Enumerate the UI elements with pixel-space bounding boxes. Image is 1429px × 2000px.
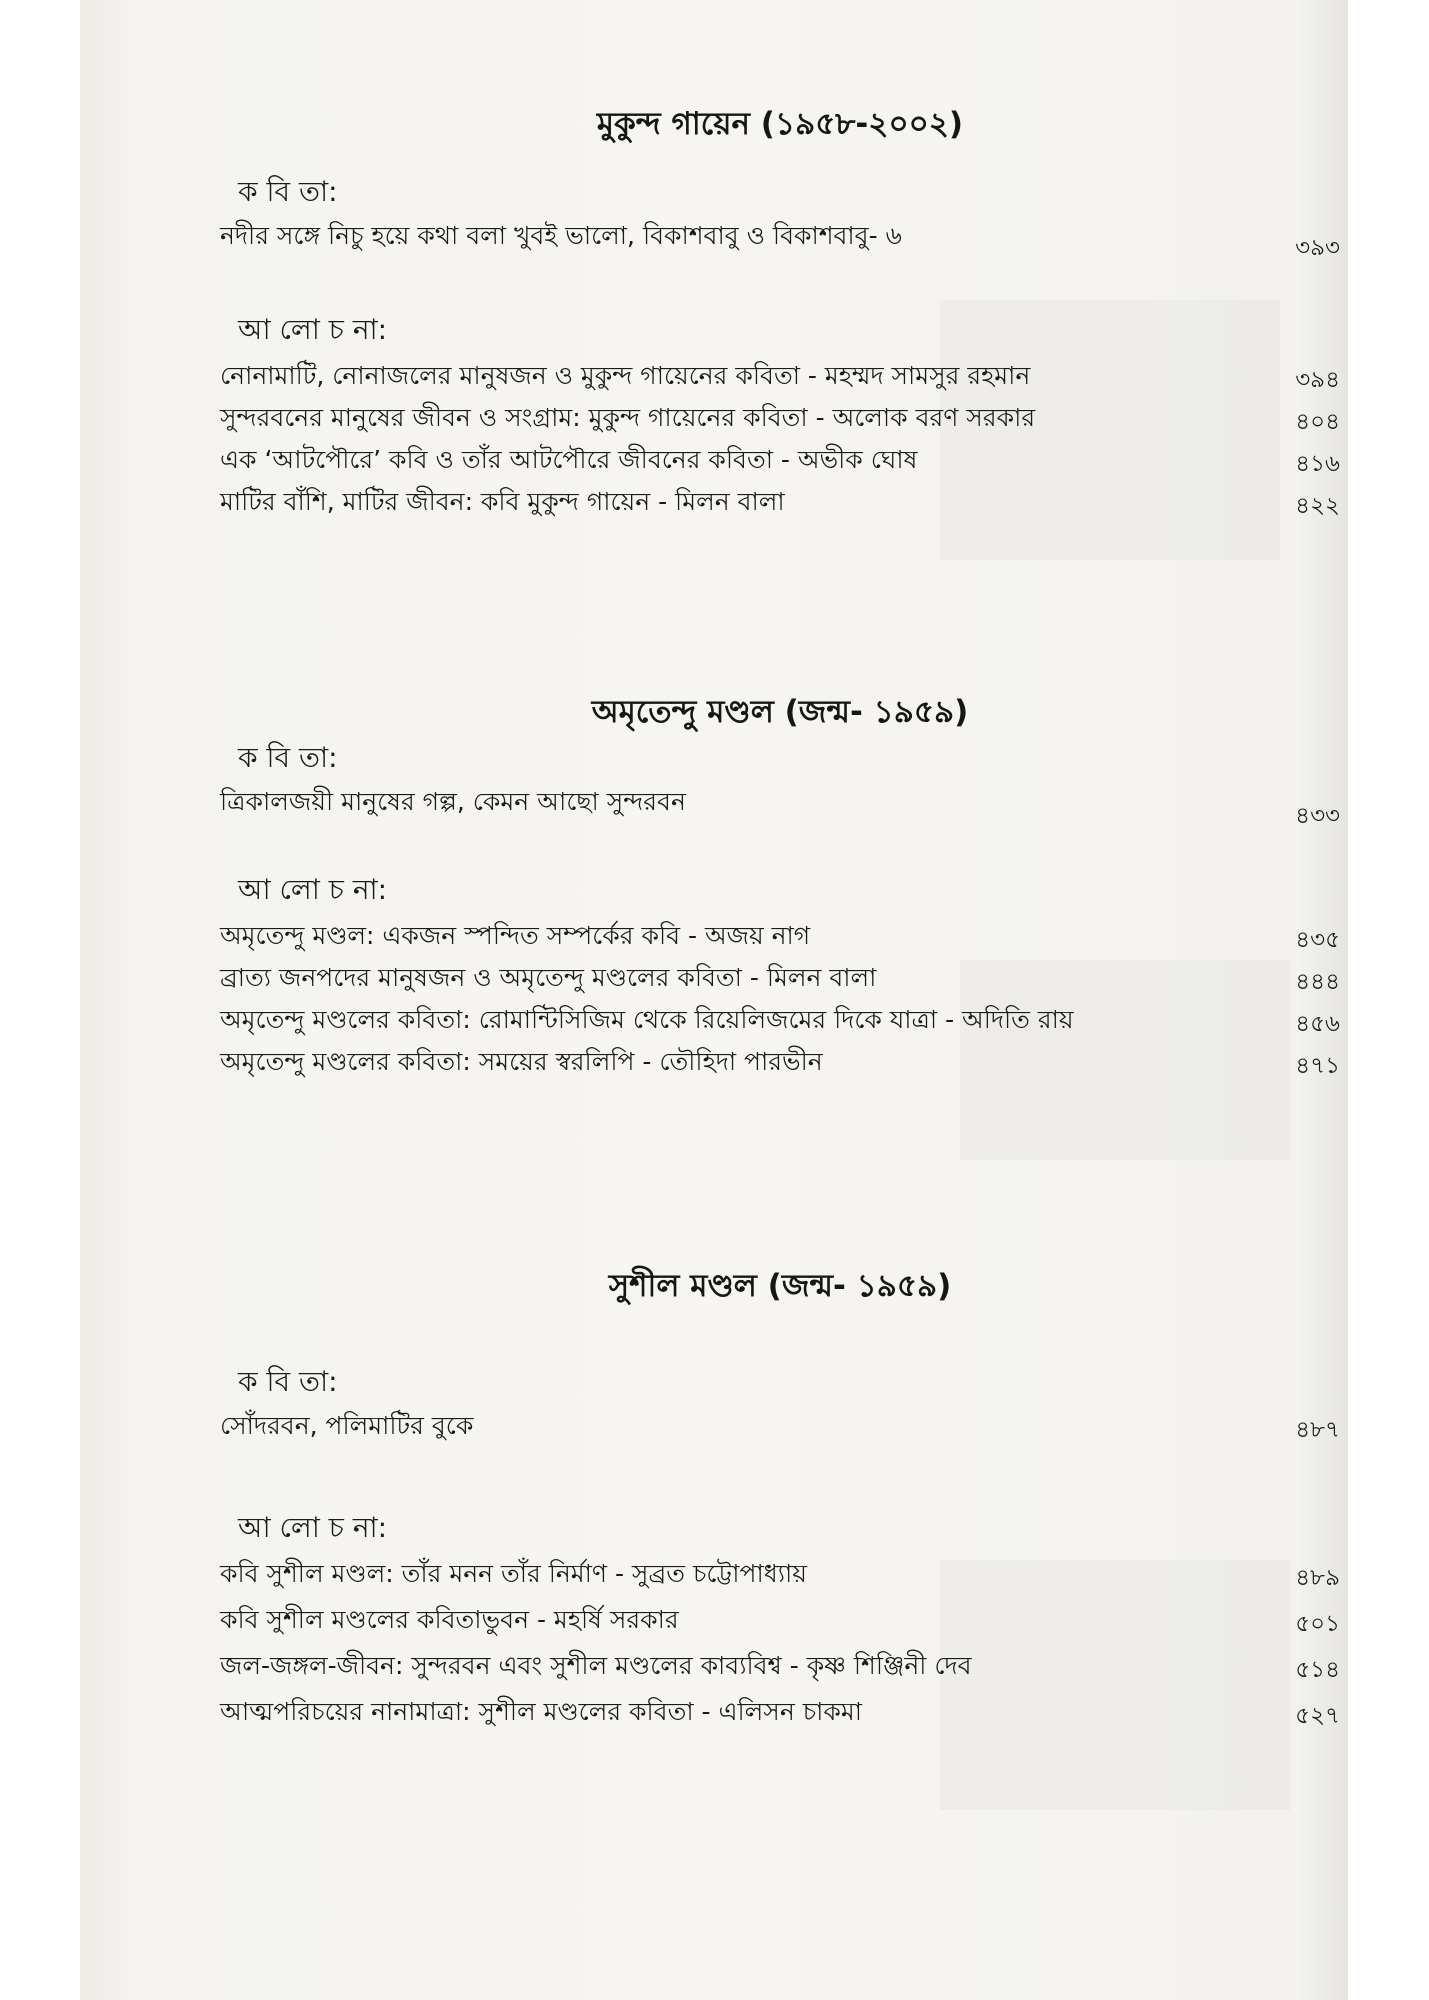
section-title: মুকুন্দ গায়েন (১৯৫৮-২০০২) — [596, 106, 964, 142]
entry-page-number: ৫১৪ — [1295, 1657, 1340, 1683]
entry-title: নোনামাটি, নোনাজলের মানুষজন ও মুকুন্দ গায়েনের কবিতা - মহম্মদ সামসুর রহমান — [220, 361, 1031, 390]
entry-title: ত্রিকালজয়ী মানুষের গল্প, কেমন আছো সুন্দরবন — [220, 787, 686, 816]
entry-title: ব্রাত্য জনপদের মানুষজন ও অমৃতেন্দু মণ্ডলের কবিতা - মিলন বালা — [220, 963, 877, 992]
section-title: সুশীল মণ্ডল (জন্ম- ১৯৫৯) — [608, 1268, 952, 1304]
toc-entry[interactable] — [220, 918, 1340, 958]
toc-entry[interactable] — [220, 484, 1340, 524]
poetry-label: ক বি তা: — [238, 175, 338, 208]
toc-entry[interactable] — [220, 400, 1340, 440]
entry-title: সুন্দরবনের মানুষের জীবন ও সংগ্রাম: মুকুন্দ গায়েনের কবিতা - অলোক বরণ সরকার — [220, 403, 1036, 432]
section-title: অমৃতেন্দু মণ্ডল (জন্ম- ১৯৫৯) — [591, 694, 969, 730]
entry-page-number: ৪০৪ — [1295, 409, 1340, 435]
toc-entry[interactable] — [220, 960, 1340, 1000]
entry-page-number: ৪৫৬ — [1295, 1011, 1340, 1037]
entry-title: অমৃতেন্দু মণ্ডলের কবিতা: রোমান্টিসিজিম থেকে রিয়েলিজমের দিকে যাত্রা - অদিতি রায় — [220, 1005, 1074, 1034]
toc-entry[interactable] — [220, 1002, 1340, 1042]
entry-page-number: ৪৭১ — [1295, 1053, 1340, 1079]
entry-page-number: ৩৯৪ — [1295, 367, 1340, 393]
book-page — [80, 0, 1348, 2000]
entry-title: সোঁদরবন, পলিমাটির বুকে — [220, 1411, 474, 1440]
toc-entry[interactable] — [220, 1648, 1340, 1688]
entry-page-number: ৪৮৯ — [1295, 1565, 1340, 1591]
entry-page-number: ৪৮৭ — [1295, 1417, 1340, 1443]
poetry-label: ক বি তা: — [238, 1365, 338, 1398]
entry-page-number: ৫০১ — [1295, 1611, 1340, 1637]
entry-page-number: ৪১৬ — [1295, 451, 1340, 477]
criticism-label: আ লো চ না: — [238, 1511, 388, 1544]
toc-entry[interactable] — [220, 1556, 1340, 1596]
entry-page-number: ৪৩৫ — [1295, 927, 1340, 953]
toc-entry[interactable] — [220, 1602, 1340, 1642]
entry-title: অমৃতেন্দু মণ্ডলের কবিতা: সময়ের স্বরলিপি - তৌহিদা পারভীন — [220, 1047, 823, 1076]
entry-title: কবি সুশীল মণ্ডলের কবিতাভুবন - মহর্ষি সরকার — [220, 1605, 679, 1634]
entry-page-number: ৪৩৩ — [1295, 803, 1340, 829]
entry-title: এক ‘আটপৌরে’ কবি ও তাঁর আটপৌরে জীবনের কবিতা - অভীক ঘোষ — [220, 445, 918, 474]
criticism-label: আ লো চ না: — [238, 873, 388, 906]
entry-page-number: ৪২২ — [1295, 493, 1340, 519]
toc-entry[interactable] — [220, 442, 1340, 482]
criticism-label: আ লো চ না: — [238, 313, 388, 346]
toc-entry[interactable] — [220, 1408, 1340, 1448]
entry-title: কবি সুশীল মণ্ডল: তাঁর মনন তাঁর নির্মাণ - সুব্রত চট্টোপাধ্যায় — [220, 1559, 807, 1588]
entry-title: মাটির বাঁশি, মাটির জীবন: কবি মুকুন্দ গায়েন - মিলন বালা — [220, 487, 785, 516]
toc-entry[interactable] — [220, 218, 1340, 261]
entry-page-number: ৩৯৩ — [1295, 235, 1340, 261]
entry-title: নদীর সঙ্গে নিচু হয়ে কথা বলা খুবই ভালো, বিকাশবাবু ও বিকাশবাবু- ৬ — [220, 221, 902, 250]
entry-title: অমৃতেন্দু মণ্ডল: একজন স্পন্দিত সম্পর্কের কবি - অজয় নাগ — [220, 921, 811, 950]
toc-entry[interactable] — [220, 784, 1340, 829]
entry-page-number: ৪৪৪ — [1295, 969, 1340, 995]
entry-title: জল-জঙ্গল-জীবন: সুন্দরবন এবং সুশীল মণ্ডলের কাব্যবিশ্ব - কৃষ্ণ শিঞ্জিনী দেব — [220, 1651, 972, 1680]
entry-title: আত্মপরিচয়ের নানামাত্রা: সুশীল মণ্ডলের কবিতা - এলিসন চাকমা — [220, 1697, 863, 1726]
toc-entry[interactable] — [220, 1044, 1340, 1084]
toc-entry[interactable] — [220, 1694, 1340, 1734]
poetry-label: ক বি তা: — [238, 741, 338, 774]
toc-entry[interactable] — [220, 358, 1340, 398]
entry-page-number: ৫২৭ — [1295, 1703, 1340, 1729]
